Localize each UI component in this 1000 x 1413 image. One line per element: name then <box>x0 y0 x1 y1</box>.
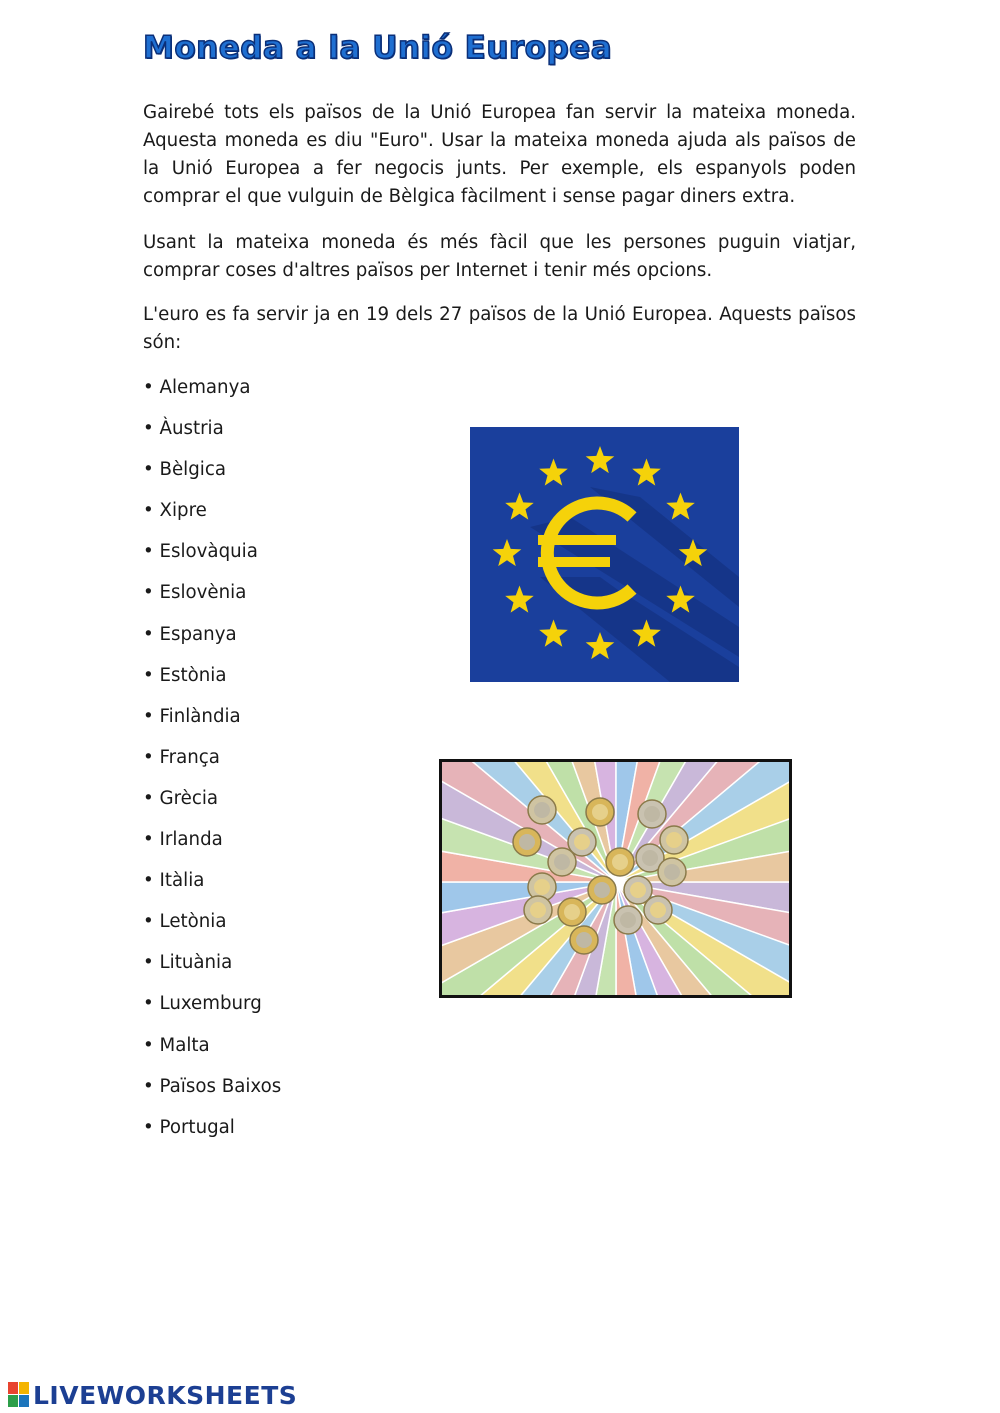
liveworksheets-logo <box>8 1380 297 1410</box>
list-item: • Països Baixos <box>143 1075 282 1097</box>
coin-center <box>519 834 535 850</box>
benefits-paragraph: Usant la mateixa moneda és més fàcil que les persones puguin viatjar, comprar coses d'altres països per Internet i tenir més opcions. <box>143 232 856 281</box>
euro-notes-coins-image <box>439 759 792 998</box>
coin-center <box>630 882 646 898</box>
euro-flag-icon <box>470 427 739 682</box>
list-item: • Itàlia <box>143 870 205 892</box>
list-item: • Xipre <box>143 500 207 522</box>
list-item: • Malta <box>143 1034 210 1056</box>
coin-center <box>644 806 660 822</box>
list-item: • Finlàndia <box>143 705 241 727</box>
list-item: • Portugal <box>143 1116 235 1138</box>
list-item: • Alemanya <box>143 377 251 398</box>
list-item: • Letònia <box>143 911 227 933</box>
list-item: • França <box>143 746 220 768</box>
coin-center <box>530 902 546 918</box>
coin-center <box>650 902 666 918</box>
list-item: • Estònia <box>143 664 227 686</box>
coin-center <box>574 834 590 850</box>
logo-text: LIVEWORKSHEETS <box>33 1380 298 1410</box>
list-item: • Luxemburg <box>143 993 262 1015</box>
coin-center <box>554 854 570 870</box>
coin-center <box>664 864 680 880</box>
list-item: • Eslovènia <box>143 582 247 604</box>
coin-center <box>576 932 592 948</box>
coin-center <box>620 912 636 928</box>
list-item: • Lituània <box>143 952 233 974</box>
coin-center <box>612 854 628 870</box>
list-item: • Bèlgica <box>143 459 226 481</box>
countries-intro-paragraph: L'euro es fa servir ja en 19 dels 27 països de la Unió Europea. Aquests països són: <box>143 304 856 353</box>
coin-center <box>642 850 658 866</box>
lws-logo-icon <box>8 1382 30 1408</box>
country-list <box>143 373 281 1154</box>
list-item: • Irlanda <box>143 829 223 851</box>
list-item: • Grècia <box>143 787 219 809</box>
list-item: • Eslovàquia <box>143 541 258 563</box>
money-illustration <box>442 762 789 995</box>
coin-center <box>594 882 610 898</box>
coin-center <box>564 904 580 920</box>
coin-center <box>666 832 682 848</box>
intro-paragraph: Gairebé tots els països de la Unió Europea fan servir la mateixa moneda. Aquesta moneda es diu "Euro". Usar la mateixa moneda ajuda als països de la Unió Europea a fer negocis junts. Per exemple, els espanyols poden comprar el que vulguin de Bèlgica fàcilment i sense pagar diners extra. <box>143 102 856 207</box>
coin-center <box>534 802 550 818</box>
list-item: • Espanya <box>143 623 237 645</box>
coin-center <box>534 879 550 895</box>
coin-center <box>592 804 608 820</box>
list-item: • Àustria <box>143 418 224 440</box>
page-title: Moneda a la Unió Europea <box>143 30 613 66</box>
